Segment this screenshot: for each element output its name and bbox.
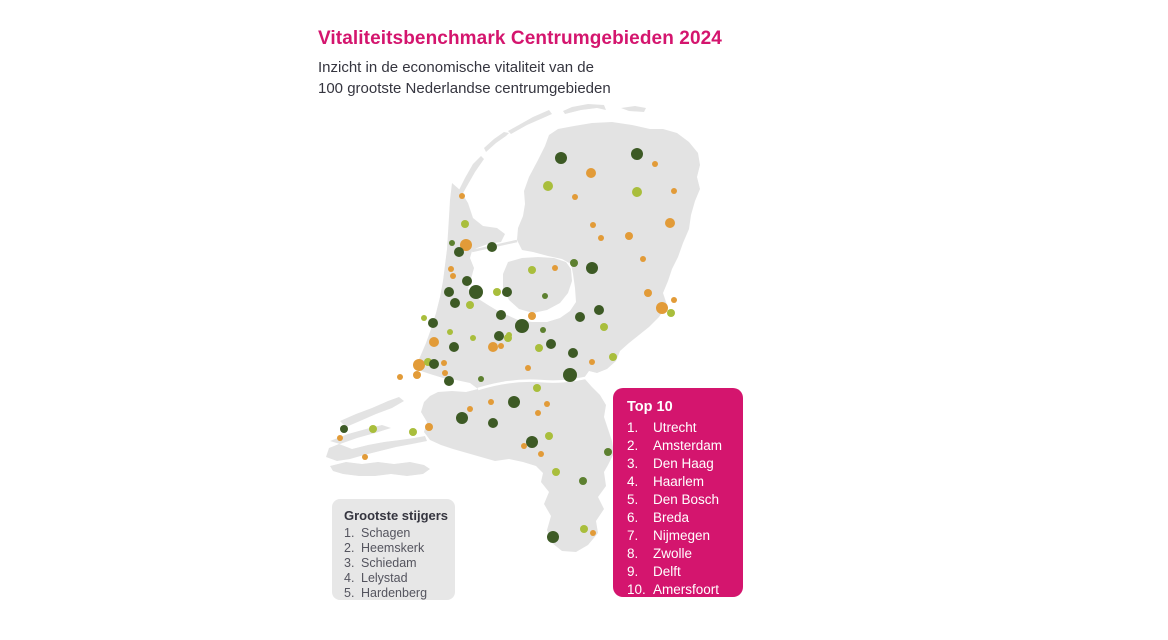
city-dot [340,425,348,433]
ranking-item [627,473,737,491]
ranking-item [627,545,737,563]
header [318,28,788,99]
grootste-stijgers-title: Grootste stijgers [344,508,449,523]
ranking-item [627,563,737,581]
city-dot [533,384,541,392]
city-dot [640,256,646,262]
top10-panel [613,388,743,597]
zeeland-island-goeree [340,397,404,427]
city-dot [488,399,494,405]
city-dot [538,451,544,457]
top10-title: Top 10 [627,399,673,415]
city-dot [555,152,567,164]
ranking-city-name: Utrecht [653,420,697,435]
city-dot [590,222,596,228]
city-dot [449,342,459,352]
top10-list [627,419,737,599]
ranking-number: 5. [627,492,639,507]
ranking-item [344,571,449,586]
city-dot [547,531,559,543]
city-dot [444,376,454,386]
zeeland-zeeuws-vlaanderen [330,462,430,476]
city-dot [488,342,498,352]
city-dot [572,194,578,200]
wadden-island-terschelling [508,110,552,134]
ranking-item [344,526,449,541]
city-dot [496,310,506,320]
city-dot [552,468,560,476]
ranking-city-name: Den Bosch [653,492,720,507]
city-dot [421,315,427,321]
city-dot [590,530,596,536]
ranking-number: 5. [344,586,355,600]
ranking-number: 4. [344,571,355,585]
wadden-island-vlieland [484,132,509,152]
city-dot [449,240,455,246]
ranking-number: 9. [627,564,639,579]
city-dot [498,343,504,349]
zeeland-island-schouwen [330,425,391,444]
ranking-city-name: Amersfoort [653,582,720,597]
city-dot [594,305,604,315]
city-dot [488,418,498,428]
city-dot [450,273,456,279]
city-dot [535,344,543,352]
wadden-island-ameland [563,104,606,114]
city-dot [604,448,612,456]
city-dot [552,265,558,271]
city-dot [466,301,474,309]
ranking-city-name: Schiedam [361,556,417,570]
page-subtitle [318,58,788,99]
ranking-city-name: Lelystad [361,571,408,585]
city-dot [671,297,677,303]
ranking-city-name: Heemskerk [361,541,425,555]
city-dot [413,359,425,371]
city-dot [546,339,556,349]
city-dot [369,425,377,433]
city-dot [525,365,531,371]
city-dot [544,401,550,407]
flevoland-island [503,257,572,313]
city-dot [632,187,642,197]
city-dot [665,218,675,228]
ranking-item [344,586,449,601]
city-dot [397,374,403,380]
city-dot [467,406,473,412]
ranking-number: 2. [627,438,639,453]
page-title: Vitaliteitsbenchmark Centrumgebieden 2024 [318,28,722,49]
ranking-city-name: Hardenberg [361,586,428,600]
wadden-island-schiermonnikoog [621,106,646,112]
ranking-city-name: Haarlem [653,474,705,489]
ranking-city-name: Den Haag [653,456,714,471]
city-dot [444,287,454,297]
ranking-item [627,419,737,437]
city-dot [337,435,343,441]
ranking-number: 3. [627,456,639,471]
city-dot [540,327,546,333]
city-dot [542,293,548,299]
ranking-number: 8. [627,546,639,561]
ranking-city-name: Amsterdam [653,438,723,453]
city-dot [450,298,460,308]
city-dot [579,477,587,485]
city-dot [563,368,577,382]
city-dot [535,410,541,416]
ranking-number: 2. [344,541,355,555]
city-dot [667,309,675,317]
city-dot [487,242,497,252]
city-dot [502,287,512,297]
ranking-number: 7. [627,528,639,543]
city-dot [459,193,465,199]
city-dot [429,359,439,369]
ranking-item [344,556,449,571]
grootste-stijgers-list [344,526,449,601]
city-dot [521,443,527,449]
city-dot [441,360,447,366]
city-dot [494,331,504,341]
city-dot [631,148,643,160]
grootste-stijgers-panel [332,499,455,600]
city-dot [362,454,368,460]
ranking-number: 1. [627,420,639,435]
ranking-city-name: Breda [653,510,690,525]
city-dot [671,188,677,194]
city-dot [526,436,538,448]
city-dot [469,285,483,299]
city-dot [528,312,536,320]
city-dot [429,337,439,347]
city-dot [545,432,553,440]
city-dot [575,312,585,322]
city-dot [515,319,529,333]
ranking-number: 6. [627,510,639,525]
city-dot [652,161,658,167]
city-dot [580,525,588,533]
ranking-item [627,491,737,509]
wadden-island-texel [458,156,484,195]
ranking-item [344,541,449,556]
subtitle-line-2: 100 grootste Nederlandse centrumgebieden [318,79,611,97]
ranking-item [627,581,737,599]
ranking-number: 10. [627,582,646,597]
city-dot [625,232,633,240]
city-dot [413,371,421,379]
ranking-city-name: Zwolle [653,546,693,561]
city-dot [609,353,617,361]
city-dot [454,247,464,257]
city-dot [442,370,448,376]
subtitle-line-1: Inzicht in de economische vitaliteit van de [318,59,594,76]
city-dot [600,323,608,331]
ranking-item [627,527,737,545]
city-dot [508,396,520,408]
city-dot [644,289,652,297]
ranking-number: 1. [344,526,355,540]
ranking-city-name: Nijmegen [653,528,711,543]
ranking-city-name: Schagen [361,526,411,540]
city-dot [448,266,454,272]
city-dot [462,276,472,286]
city-dot [586,168,596,178]
city-dot [425,423,433,431]
city-dot [543,181,553,191]
ranking-number: 3. [344,556,355,570]
ranking-item [627,437,737,455]
city-dot [568,348,578,358]
city-dot [447,329,453,335]
city-dot [428,318,438,328]
city-dot [528,266,536,274]
city-dot [598,235,604,241]
city-dot [589,359,595,365]
ranking-city-name: Delft [653,564,681,579]
ranking-item [627,455,737,473]
city-dot [570,259,578,267]
city-dot [478,376,484,382]
city-dot [461,220,469,228]
city-dot [409,428,417,436]
city-dot [470,335,476,341]
ranking-number: 4. [627,474,639,489]
city-dot [656,302,668,314]
ranking-item [627,509,737,527]
city-dot [504,334,512,342]
city-dot [586,262,598,274]
city-dot [493,288,501,296]
city-dot [456,412,468,424]
